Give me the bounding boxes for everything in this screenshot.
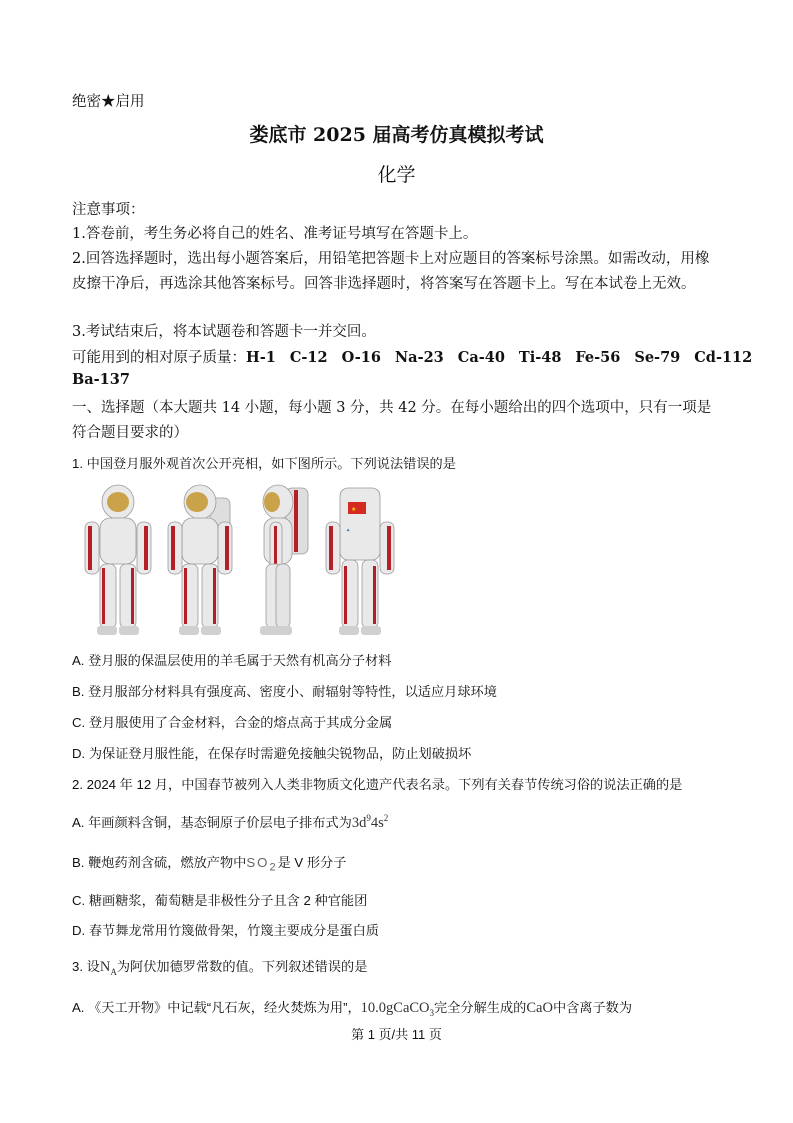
- question-1-option-a: A. 登月服的保温层使用的羊毛属于天然有机高分子材料: [72, 653, 392, 668]
- question-2-option-c: C. 糖画糖浆，葡萄糖是非极性分子且含 2 种官能团: [72, 893, 368, 908]
- confidential-mark: 绝密★启用: [72, 94, 145, 110]
- formula-part: 10.0gCaCO: [360, 1000, 430, 1016]
- subject-title: 化学: [377, 164, 416, 186]
- option-text: 是 V 形分子: [277, 855, 347, 870]
- notice-label: 注意事项：: [72, 202, 145, 218]
- option-text: A. 年画颜料含铜，基态铜原子价层电子排布式为: [72, 815, 352, 830]
- spacesuit-back-view: [326, 488, 394, 635]
- so2-formula: [246, 855, 278, 874]
- formula-part: N: [99, 959, 111, 975]
- stem-text: 3. 设: [72, 959, 100, 974]
- atom-mass: O-16: [341, 349, 381, 366]
- page-number: 第 1 页/共 11 页: [351, 1027, 442, 1042]
- spacesuit-front-view: [85, 485, 151, 635]
- question-2-option-d: D. 春节舞龙常用竹篾做骨架，竹篾主要成分是蛋白质: [72, 923, 379, 938]
- question-1-stem: 1. 中国登月服外观首次公开亮相，如下图所示。下列说法错误的是: [72, 456, 456, 471]
- atom-mass: Ti-48: [518, 349, 562, 366]
- atom-mass: Se-79: [634, 349, 681, 366]
- stem-text: 为阿伏加德罗常数的值。下列叙述错误的是: [116, 959, 368, 974]
- formula-sup: 2: [383, 813, 389, 824]
- svg-text:✦: ✦: [346, 528, 351, 534]
- atom-mass: H-1: [246, 349, 276, 366]
- option-text: A. 《天工开物》中记载“凡石灰，经火焚炼为用”，: [72, 1000, 361, 1015]
- atom-mass: Fe-56: [575, 349, 621, 366]
- spacesuit-angle-view: [168, 485, 232, 635]
- question-3-option-a: [72, 997, 632, 1018]
- option-text: B. 鞭炮药剂含硫，燃放产物中: [72, 855, 247, 870]
- question-2-option-a: [72, 812, 388, 832]
- atom-mass-last: Ba-137: [72, 371, 130, 388]
- question-3-stem: [72, 956, 367, 977]
- question-2-stem: 2. 2024 年 12 月，中国春节被列入人类非物质文化遗产代表名录。下列有关春节传统习俗的说法正确的是: [72, 777, 683, 792]
- atom-mass: Na-23: [394, 349, 444, 366]
- option-text: 中含离子数为: [552, 1000, 633, 1015]
- atom-mass: C-12: [289, 349, 328, 366]
- formula-sub: A: [110, 966, 117, 977]
- formula-part: 3d: [351, 815, 367, 831]
- notice-item-3: 3.考试结束后，将本试题卷和答题卡一并交回。: [72, 324, 376, 340]
- question-1-option-d: D. 为保证登月服性能，在保存时需避免接触尖锐物品，防止划破损坏: [72, 746, 472, 761]
- formula-part: 4s: [370, 815, 384, 831]
- notice-item-1: 1.答卷前，考生务必将自己的姓名、准考证号填写在答题卡上。: [72, 226, 478, 242]
- electron-config: [352, 815, 388, 831]
- section-heading: 一、选择题（本大题共 14 小题，每小题 3 分，共 42 分。在每小题给出的四个选项中，只有一项是符合题目要求的）: [72, 400, 712, 441]
- exam-title: 娄底市 2025 届高考仿真模拟考试: [249, 124, 544, 146]
- svg-text:★: ★: [351, 506, 357, 513]
- option-text: 完全分解生成的: [434, 1000, 527, 1015]
- question-1-option-c: C. 登月服使用了合金材料，合金的熔点高于其成分金属: [72, 715, 393, 730]
- formula-part: SO: [246, 855, 270, 870]
- formula-sub: 2: [269, 861, 278, 874]
- question-1-option-b: B. 登月服部分材料具有强度高、密度小、耐辐射等特性，以适应月球环境: [72, 684, 497, 699]
- spacesuit-side-view: [260, 485, 308, 635]
- atom-mass: Ca-40: [457, 349, 505, 366]
- formula-sub: 3: [429, 1007, 435, 1018]
- avogadro-symbol: [100, 959, 117, 975]
- notice-item-2: 2.回答选择题时，选出每小题答案后，用铅笔把答题卡上对应题目的答案标号涂黑。如需改动，用橡皮擦干净后，再选涂其他答案标号。回答非选择题时，将答案写在答题卡上。写在本试卷上无效。: [72, 251, 710, 292]
- caco3-formula: [361, 1000, 434, 1016]
- question-2-option-b: [72, 852, 346, 874]
- cao-formula: CaO: [526, 1000, 553, 1016]
- formula-sup: 9: [366, 813, 371, 824]
- atomic-mass-label: 可能用到的相对原子质量：: [72, 350, 246, 366]
- spacesuit-figure: [72, 478, 402, 638]
- atom-mass: Cd-112: [694, 349, 753, 366]
- atomic-mass-line: [72, 346, 766, 367]
